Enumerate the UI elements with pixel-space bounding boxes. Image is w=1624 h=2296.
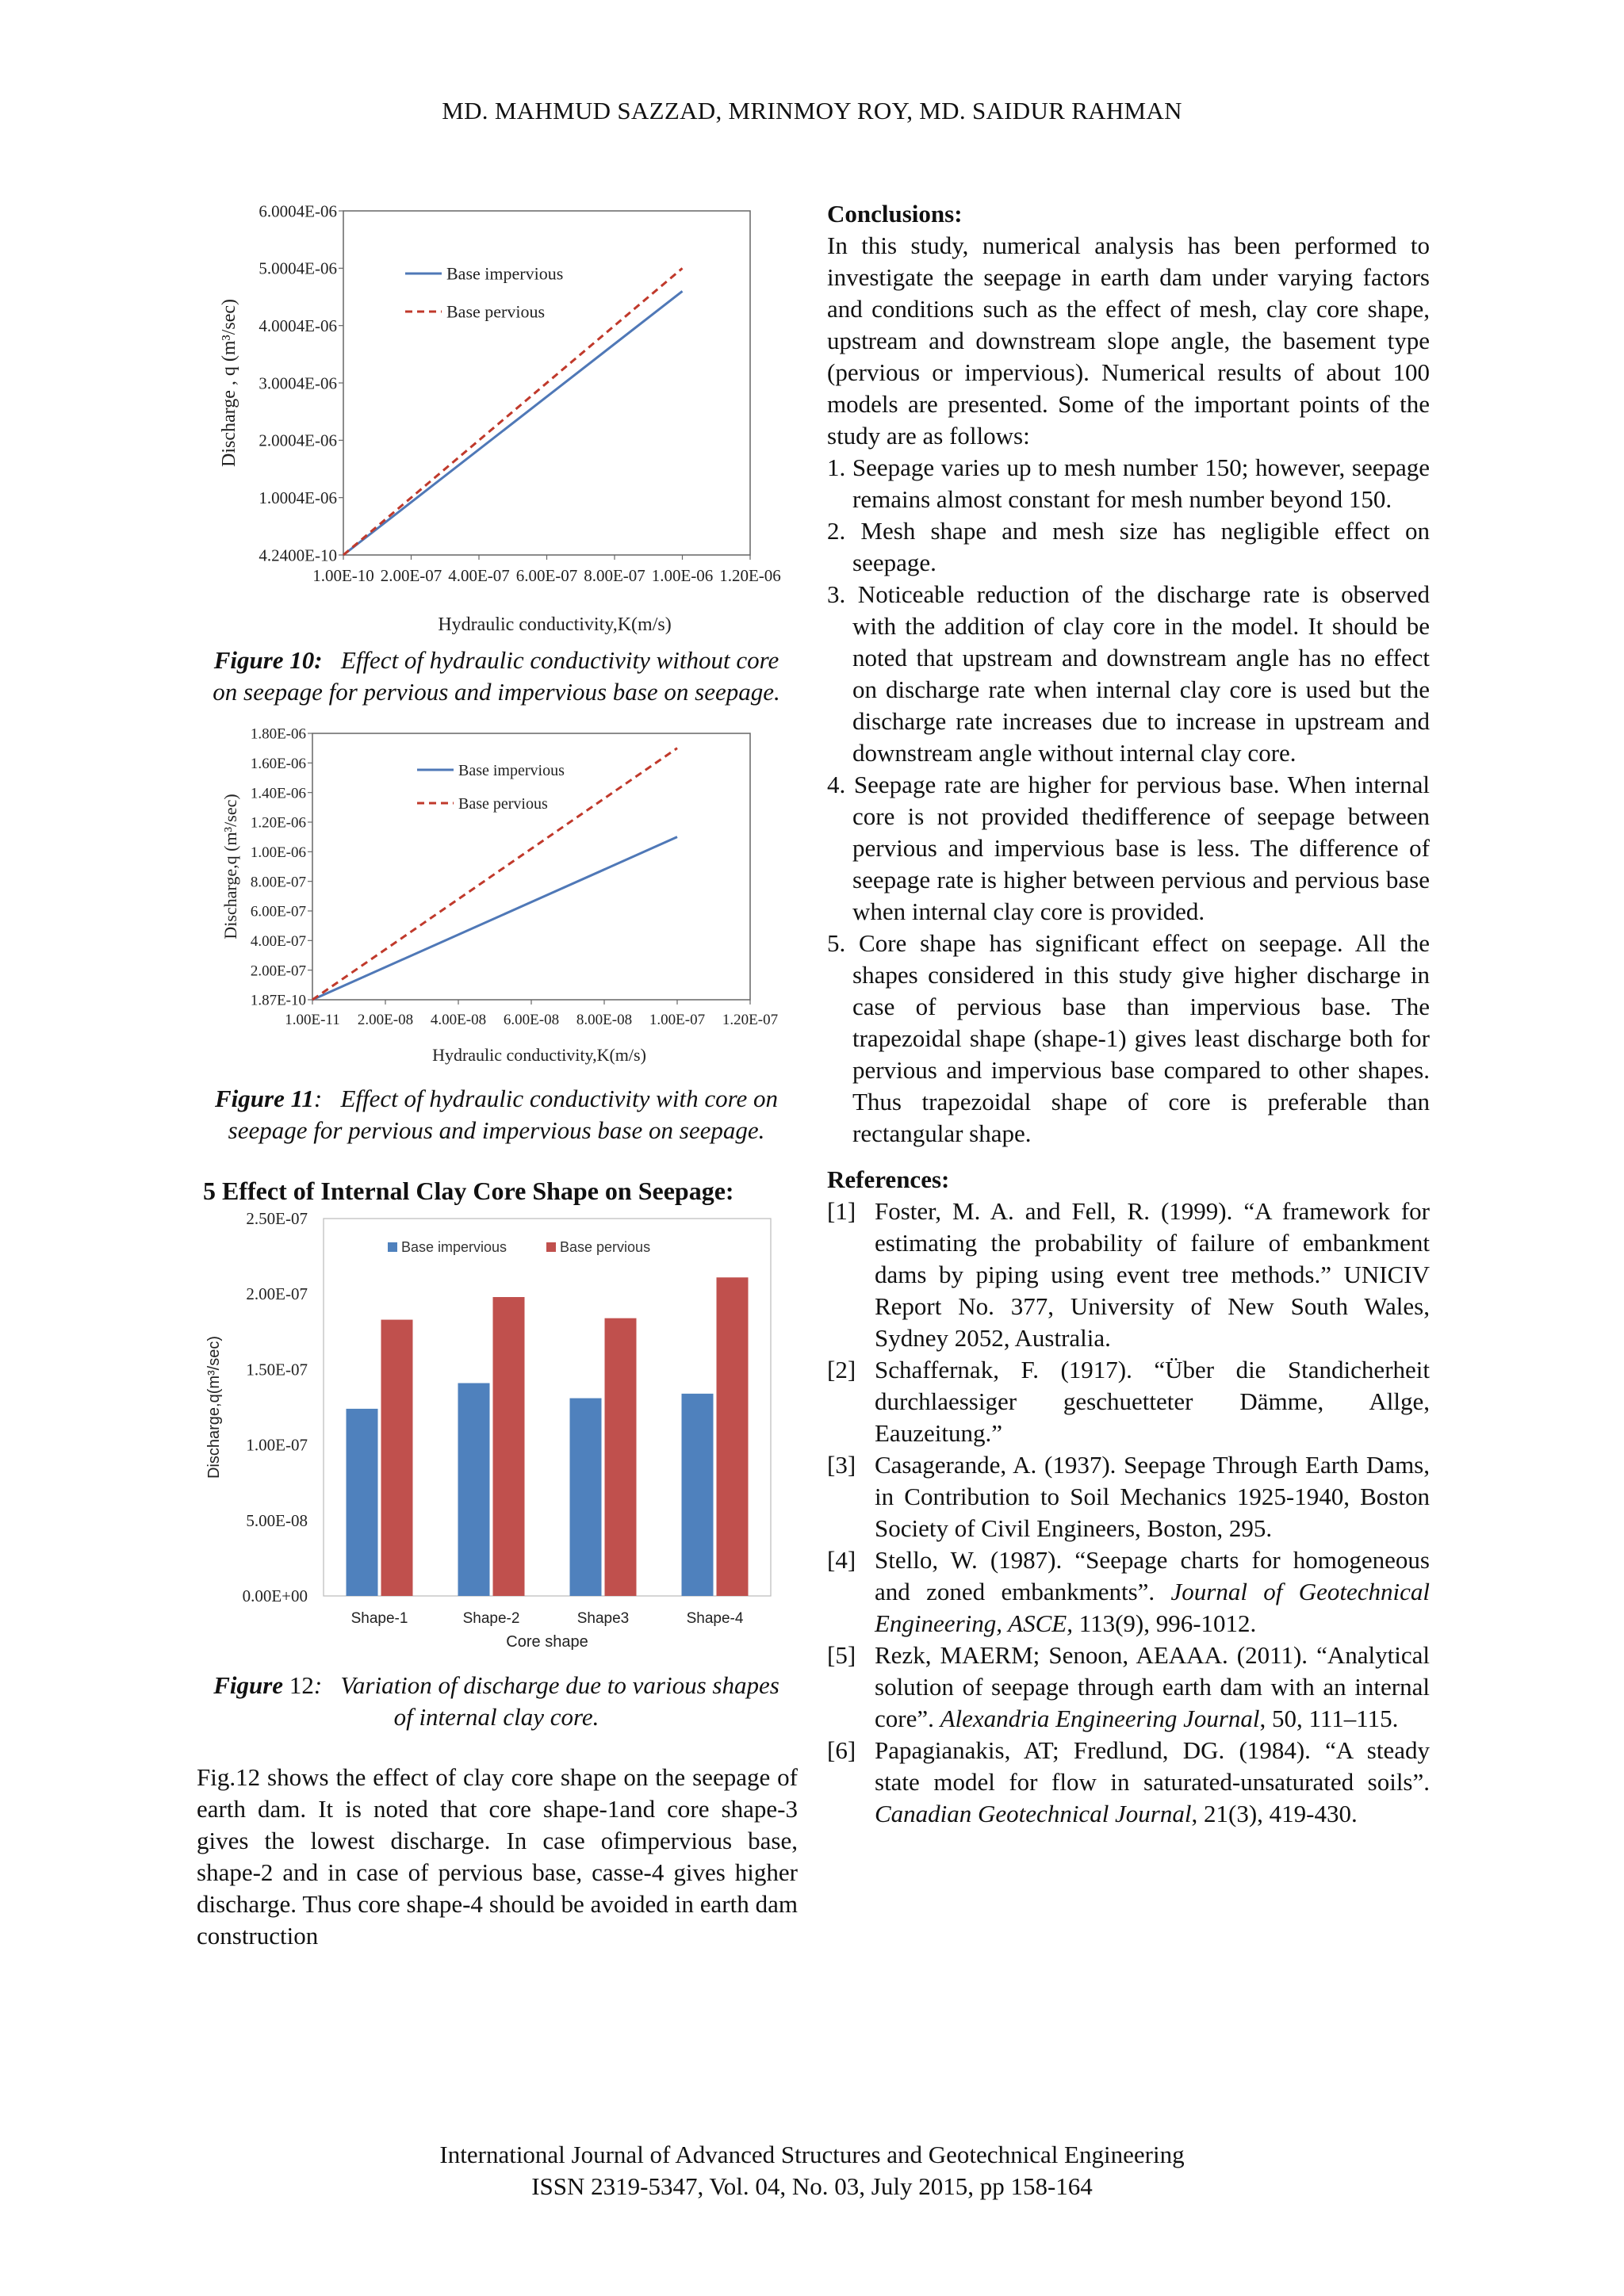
- y-tick-label: 1.50E-07: [246, 1360, 308, 1380]
- reference-number: [1]: [827, 1197, 856, 1225]
- y-tick-label: 5.0004E-06: [259, 258, 337, 278]
- x-tick-label: Shape-1: [350, 1610, 408, 1627]
- conclusions-title: Conclusions:: [827, 200, 963, 228]
- figure-12-label-colon: :: [313, 1671, 323, 1699]
- bar-base-impervious: [458, 1383, 490, 1596]
- references-title: References:: [827, 1165, 950, 1193]
- figure-12-label: Figure: [213, 1671, 284, 1699]
- y-tick-label: 1.00E-06: [250, 844, 306, 861]
- y-tick-label: 1.87E-10: [250, 992, 306, 1009]
- legend-label: Base pervious: [446, 301, 546, 322]
- x-axis-title: Hydraulic conductivity,K(m/s): [432, 1045, 646, 1065]
- y-tick-label: 1.00E-07: [246, 1435, 308, 1455]
- x-tick-label: Shape-2: [462, 1610, 520, 1627]
- reference-item: [827, 1449, 1430, 1544]
- conclusions-list: [827, 452, 1430, 1150]
- x-tick-label: 1.00E-07: [649, 1012, 706, 1028]
- reference-source: Alexandria Engineering Journal: [940, 1705, 1260, 1732]
- y-tick-label: 2.50E-07: [246, 1209, 308, 1228]
- x-tick-label: 2.00E-08: [357, 1012, 414, 1028]
- bar-base-pervious: [493, 1297, 525, 1596]
- legend-swatch: [388, 1242, 397, 1252]
- figure-11-label-colon: :: [313, 1085, 323, 1112]
- legend-swatch: [546, 1242, 556, 1252]
- x-tick-label: 8.00E-08: [576, 1012, 633, 1028]
- y-tick-label: 1.20E-06: [250, 814, 306, 832]
- figure-10-caption: [203, 645, 790, 708]
- y-tick-label: 2.00E-07: [246, 1284, 308, 1304]
- conclusion-item: 1. Seepage varies up to mesh number 150; however, seepage remains almost constant for mesh number beyond 150.: [827, 453, 1430, 513]
- x-axis-title: Core shape: [506, 1633, 588, 1651]
- bar-base-impervious: [347, 1409, 378, 1596]
- figure-12-label-number: 12: [289, 1671, 314, 1699]
- y-tick-label: 6.0004E-06: [259, 201, 337, 221]
- y-axis-title: Discharge,q (m³/sec): [220, 794, 240, 939]
- figure-11: [195, 724, 798, 1077]
- reference-item: [827, 1544, 1430, 1640]
- reference-text: Casagerande, A. (1937). Seepage Through Earth Dams, in Contribution to Soil Mechanics 1925-1940, Boston Society of Civil Engineers, Boston, 295.: [875, 1451, 1430, 1542]
- figure-12-chart: [195, 1207, 798, 1667]
- x-tick-label: 2.00E-07: [380, 566, 442, 585]
- reference-text: Stello, W. (1987). “Seepage charts for homogeneous and zoned embankments”. Journal of Geotechnical Engineering, ASCE, 113(9), 996-1012.: [875, 1546, 1430, 1637]
- x-tick-label: 4.00E-08: [430, 1012, 487, 1028]
- figure-12: [195, 1207, 798, 1671]
- reference-number: [4]: [827, 1546, 856, 1574]
- conclusion-item: 5. Core shape has significant effect on seepage. All the shapes considered in this study give higher discharge in case of pervious base than impervious base. The trapezoidal shape (shape-1) gives least discharge both for pervious and impervious base compared to other shapes. Thus trapezoidal shape of core is preferable than rectangular shape.: [827, 929, 1430, 1147]
- figure-10: [195, 190, 798, 646]
- x-tick-label: 8.00E-07: [584, 566, 645, 585]
- figure-10-label: Figure 10:: [213, 646, 323, 674]
- bar-base-pervious: [381, 1320, 413, 1596]
- reference-source: Canadian Geotechnical Journal: [875, 1800, 1192, 1827]
- x-tick-label: 6.00E-08: [503, 1012, 560, 1028]
- x-tick-label: 1.00E-11: [285, 1012, 340, 1028]
- figure-11-caption-text: Effect of hydraulic conductivity with core on seepage for pervious and impervious base on seepage.: [228, 1085, 779, 1144]
- x-tick-label: Shape-4: [686, 1610, 744, 1627]
- y-tick-label: 4.00E-07: [250, 932, 306, 950]
- reference-number: [6]: [827, 1736, 856, 1764]
- reference-item: [827, 1196, 1430, 1354]
- reference-item: [827, 1735, 1430, 1830]
- x-tick-label: 1.00E-10: [312, 566, 374, 585]
- x-axis-title: Hydraulic conductivity,K(m/s): [438, 614, 672, 635]
- reference-number: [3]: [827, 1451, 856, 1479]
- reference-text: Papagianakis, AT; Fredlund, DG. (1984). “A steady state model for flow in saturated-unsaturated soils”. Canadian Geotechnical Journal, 21(3), 419-430.: [875, 1736, 1430, 1827]
- y-tick-label: 6.00E-07: [250, 903, 306, 920]
- bar-base-pervious: [717, 1277, 749, 1596]
- figure-11-label: Figure 11: [214, 1085, 314, 1112]
- legend-label: Base pervious: [560, 1239, 651, 1255]
- left-column: [195, 190, 798, 1952]
- x-tick-label: 1.00E-06: [651, 566, 714, 585]
- conclusions-intro: In this study, numerical analysis has been performed to investigate the seepage in earth dam under varying factors and conditions such as the effect of mesh, clay core shape, upstream and downstream slope angle, the basement type (pervious or impervious). Numerical results of about 100 models are presented. Some of the important points of the study are as follows:: [827, 232, 1430, 450]
- conclusion-item: 3. Noticeable reduction of the discharge rate is observed with the addition of clay core in the model. It should be noted that upstream and downstream angle has no effect on discharge rate when internal clay core is used but the discharge rate increases due to increase in upstream and downstream angle without internal clay core.: [827, 580, 1430, 767]
- x-tick-label: Shape3: [576, 1610, 630, 1627]
- y-tick-label: 3.0004E-06: [259, 373, 337, 393]
- bar-base-pervious: [605, 1318, 637, 1596]
- y-tick-label: 5.00E-08: [246, 1510, 308, 1530]
- figure-10-caption-text: Effect of hydraulic conductivity without core on seepage for pervious and impervious base on seepage.: [213, 646, 780, 706]
- reference-item: [827, 1354, 1430, 1449]
- legend-label: Base impervious: [401, 1239, 508, 1255]
- footer-journal: International Journal of Advanced Structures and Geotechnical Engineering: [439, 2141, 1185, 2168]
- y-tick-label: 0.00E+00: [242, 1586, 308, 1605]
- figure-11-caption: [203, 1083, 790, 1146]
- running-header: MD. MAHMUD SAZZAD, MRINMOY ROY, MD. SAIDUR RAHMAN: [442, 97, 1182, 124]
- y-tick-label: 1.60E-06: [250, 755, 306, 772]
- reference-number: [2]: [827, 1356, 856, 1383]
- legend-label: Base pervious: [458, 795, 548, 813]
- running-footer: [0, 2139, 1624, 2202]
- figure-11-chart: [195, 724, 798, 1073]
- section-5-paragraph: Fig.12 shows the effect of clay core shape on the seepage of earth dam. It is noted that core shape-1and core shape-3 gives the lowest discharge. In case ofimpervious base, shape-2 and in case of pervious base, casse-4 gives higher discharge. Thus core shape-4 should be avoided in earth dam construction: [197, 1763, 798, 1950]
- conclusion-item: 4. Seepage rate are higher for pervious base. When internal core is not provided thedifference of seepage between pervious and impervious base is less. The difference of seepage rate is higher between pervious and pervious base when internal clay core is provided.: [827, 771, 1430, 925]
- y-tick-label: 2.00E-07: [250, 962, 306, 980]
- y-axis-title: Discharge , q (m³/sec): [219, 298, 239, 468]
- figure-12-caption-text: Variation of discharge due to various shapes of internal clay core.: [340, 1671, 779, 1731]
- right-column: [827, 198, 1430, 1830]
- bar-base-impervious: [570, 1399, 602, 1596]
- y-tick-label: 4.0004E-06: [259, 316, 337, 336]
- bar-base-impervious: [682, 1394, 714, 1596]
- footer-issn: ISSN 2319-5347, Vol. 04, No. 03, July 2015, pp 158-164: [531, 2172, 1093, 2200]
- reference-source: Journal of Geotechnical Engineering, ASCE,: [875, 1578, 1430, 1637]
- x-tick-label: 1.20E-07: [722, 1012, 779, 1028]
- y-tick-label: 1.80E-06: [250, 725, 306, 743]
- reference-text: Foster, M. A. and Fell, R. (1999). “A framework for estimating the probability of failure of embankment dams by piping using event tree methods.” UNICIV Report No. 377, University of New South Wales, Sydney 2052, Australia.: [875, 1197, 1430, 1352]
- conclusion-item: 2. Mesh shape and mesh size has negligible effect on seepage.: [827, 517, 1430, 576]
- y-tick-label: 8.00E-07: [250, 874, 306, 891]
- x-tick-label: 4.00E-07: [448, 566, 510, 585]
- y-tick-label: 1.40E-06: [250, 785, 306, 802]
- legend-label: Base impervious: [446, 263, 564, 284]
- y-tick-label: 4.2400E-10: [259, 545, 337, 565]
- y-tick-label: 1.0004E-06: [259, 488, 337, 508]
- references-list: [827, 1196, 1430, 1830]
- y-axis-title: Discharge,q(m³/sec): [205, 1335, 223, 1479]
- x-tick-label: 1.20E-06: [719, 566, 781, 585]
- figure-10-chart: [195, 190, 798, 642]
- figure-12-caption: [203, 1670, 790, 1733]
- section-5-title: 5 Effect of Internal Clay Core Shape on Seepage:: [203, 1177, 734, 1205]
- reference-text: Schaffernak, F. (1917). “Über die Standicherheit durchlaessiger geschuetteter Dämme, Allge, Eauzeitung.”: [875, 1356, 1430, 1447]
- reference-number: [5]: [827, 1641, 856, 1669]
- reference-text: Rezk, MAERM; Senoon, AEAAA. (2011). “Analytical solution of seepage through earth dam with an internal core”. Alexandria Engineering Journal, 50, 111–115.: [875, 1641, 1430, 1732]
- y-tick-label: 2.0004E-06: [259, 430, 337, 450]
- x-tick-label: 6.00E-07: [515, 566, 578, 585]
- reference-item: [827, 1640, 1430, 1735]
- legend-label: Base impervious: [458, 762, 565, 779]
